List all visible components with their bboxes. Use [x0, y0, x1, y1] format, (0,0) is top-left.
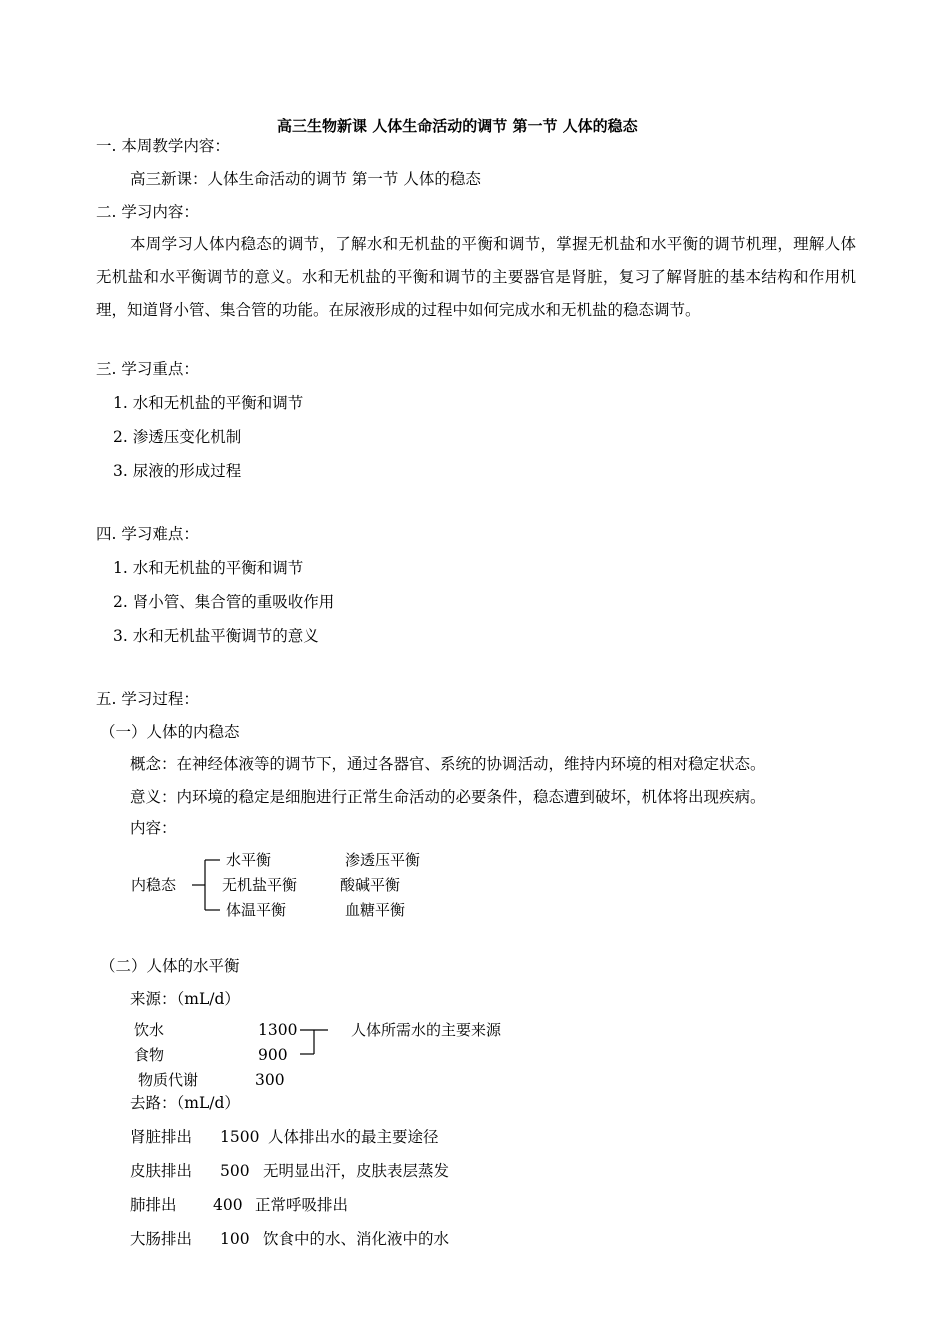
diagram-right-item-3: 血糖平衡 [345, 901, 406, 919]
output-note-2: 无明显出汗，皮肤表层蒸发 [263, 1162, 450, 1180]
output-value-2: 500 [220, 1162, 250, 1180]
homeostasis-meaning: 意义：内环境的稳定是细胞进行正常生命活动的必要条件，稳态遭到破坏，机体将出现疾病。 [130, 788, 766, 806]
section-4-heading: 四. 学习难点： [96, 525, 199, 543]
homeostasis-content-label: 内容： [130, 819, 177, 837]
source-name-2: 食物 [134, 1046, 165, 1064]
output-name-4: 大肠排出 [130, 1230, 193, 1248]
output-note-3: 正常呼吸排出 [255, 1196, 349, 1214]
water-source-label: 来源：（mL/d） [130, 990, 240, 1008]
page-title: 高三生物新课 人体生命活动的调节 第一节 人体的稳态 [277, 117, 638, 135]
source-value-3: 300 [255, 1071, 285, 1089]
diagram-right-item-2: 酸碱平衡 [340, 876, 401, 894]
section-3-item-1: 1. 水和无机盐的平衡和调节 [113, 394, 304, 412]
homeostasis-concept: 概念：在神经体液等的调节下，通过各器官、系统的协调活动，维持内环境的相对稳定状态。 [130, 755, 766, 773]
output-note-1: 人体排出水的最主要途径 [268, 1128, 439, 1146]
part-1-heading: （一）人体的内稳态 [100, 723, 240, 741]
diagram-left-item-3: 体温平衡 [226, 901, 287, 919]
section-4-item-1: 1. 水和无机盐的平衡和调节 [113, 559, 304, 577]
source-note: 人体所需水的主要来源 [351, 1021, 502, 1039]
diagram-left-item-2: 无机盐平衡 [222, 876, 298, 894]
diagram-right-item-1: 渗透压平衡 [345, 851, 421, 869]
section-2-paragraph: 本周学习人体内稳态的调节，了解水和无机盐的平衡和调节，掌握无机盐和水平衡的调节机理，理解人体无机盐和水平衡调节的意义。水和无机盐的平衡和调节的主要器官是肾脏，复习了解肾脏的基本结构和作用机理，知道肾小管、集合管的功能。在尿液形成的过程中如何完成水和无机盐的稳态调节。 [96, 235, 856, 319]
part-2-heading: （二）人体的水平衡 [100, 957, 240, 975]
source-name-3: 物质代谢 [138, 1071, 199, 1089]
diagram-root-label: 内稳态 [131, 876, 177, 894]
section-3-heading: 三. 学习重点： [96, 360, 199, 378]
output-note-4: 饮食中的水、消化液中的水 [263, 1230, 450, 1248]
section-3-item-2: 2. 渗透压变化机制 [113, 428, 242, 446]
source-value-1: 1300 [258, 1021, 298, 1039]
output-value-4: 100 [220, 1230, 250, 1248]
source-name-1: 饮水 [134, 1021, 165, 1039]
section-1-heading: 一. 本周教学内容： [96, 137, 230, 155]
output-value-3: 400 [213, 1196, 243, 1214]
section-3-item-3: 3. 尿液的形成过程 [113, 462, 242, 480]
section-5-heading: 五. 学习过程： [96, 690, 199, 708]
output-name-2: 皮肤排出 [130, 1162, 193, 1180]
section-1-content: 高三新课：人体生命活动的调节 第一节 人体的稳态 [130, 170, 481, 188]
section-4-item-2: 2. 肾小管、集合管的重吸收作用 [113, 593, 335, 611]
water-output-label: 去路：（mL/d） [130, 1094, 240, 1112]
diagram-left-item-1: 水平衡 [226, 851, 272, 869]
section-2-heading: 二. 学习内容： [96, 203, 199, 221]
section-4-item-3: 3. 水和无机盐平衡调节的意义 [113, 627, 319, 645]
output-name-1: 肾脏排出 [130, 1128, 193, 1146]
output-name-3: 肺排出 [130, 1196, 177, 1214]
output-value-1: 1500 [220, 1128, 260, 1146]
source-value-2: 900 [258, 1046, 288, 1064]
